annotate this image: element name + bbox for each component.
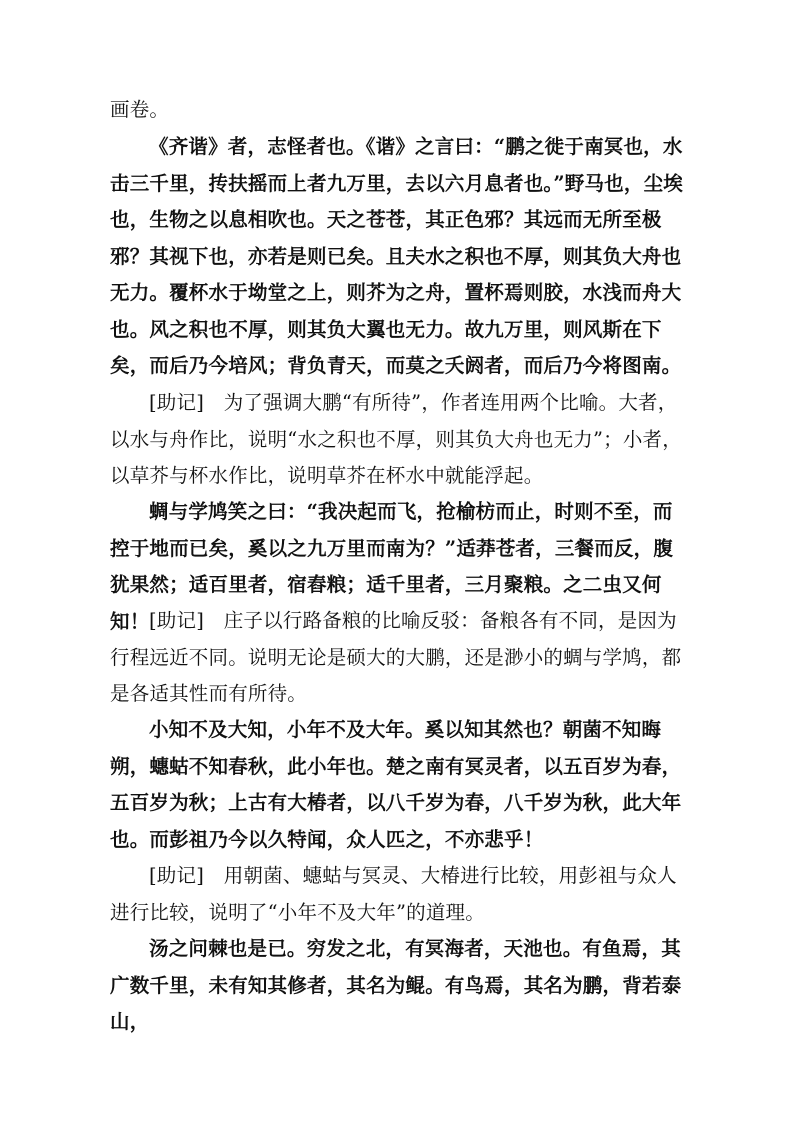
paragraph-xiaozhi: 小知不及大知，小年不及大年。奚以知其然也？朝菌不知晦朔，蟪蛄不知春秋，此小年也。楚之南有冥灵者，以五百岁为春，五百岁为秋；上古有大椿者，以八千岁为春，八千岁为秋，此大年也。而彭祖乃今以久特闻，众人匹之，不亦悲乎！ bbox=[110, 718, 682, 851]
paragraph-continuation: 画卷。 bbox=[110, 98, 170, 121]
paragraph-tang-ji: 汤之问棘也是已。穷发之北，有冥海者，天池也。有鱼焉，其广数千里，未有知其修者，其名为鲲。有鸟焉，其名为鹏，背若泰山， bbox=[110, 937, 682, 1033]
paragraph-note-3: [助记] 用朝菌、蟪蛄与冥灵、大椿进行比较，用彭祖与众人进行比较，说明了“小年不及大年”的道理。 bbox=[110, 864, 677, 924]
paragraph-tiao-xuejiu: 蜩与学鸠笑之曰：“我决起而飞，抢榆枋而止，时则不至，而控于地而已矣，奚以之九万里而南为？”适莽苍者，三餐而反，腹犹果然；适百里者，宿舂粮；适千里者，三月聚粮。之二虫又何知！ bbox=[110, 500, 674, 633]
paragraph-qixie: 《齐谐》者，志怪者也。《谐》之言曰：“鹏之徙于南冥也，水击三千里，抟扶摇而上者九万里，去以六月息者也。”野马也，尘埃也，生物之以息相吹也。天之苍苍，其正色邪？其远而无所至极邪？其视下也，亦若是则已矣。且夫水之积也不厚，则其负大舟也无力。覆杯水于坳堂之上，则芥为之舟，置杯焉则胶，水浅而舟大也。风之积也不厚，则其负大翼也无力。故九万里，则风斯在下矣，而后乃今培风；背负青天，而莫之夭阏者，而后乃今将图南。 bbox=[110, 135, 683, 377]
paragraph-note-1: [助记] 为了强调大鹏“有所待”，作者连用两个比喻。大者，以水与舟作比，说明“水之积也不厚，则其负大舟也无力”；小者，以草芥与杯水作比，说明草芥在杯水中就能浮起。 bbox=[110, 391, 682, 487]
paragraph-note-2: [助记] 庄子以行路备粮的比喻反驳：备粮各有不同，是因为行程远近不同。说明无论是硕大的大鹏，还是渺小的蜩与学鸠，都是各适其性而有所待。 bbox=[110, 609, 682, 705]
